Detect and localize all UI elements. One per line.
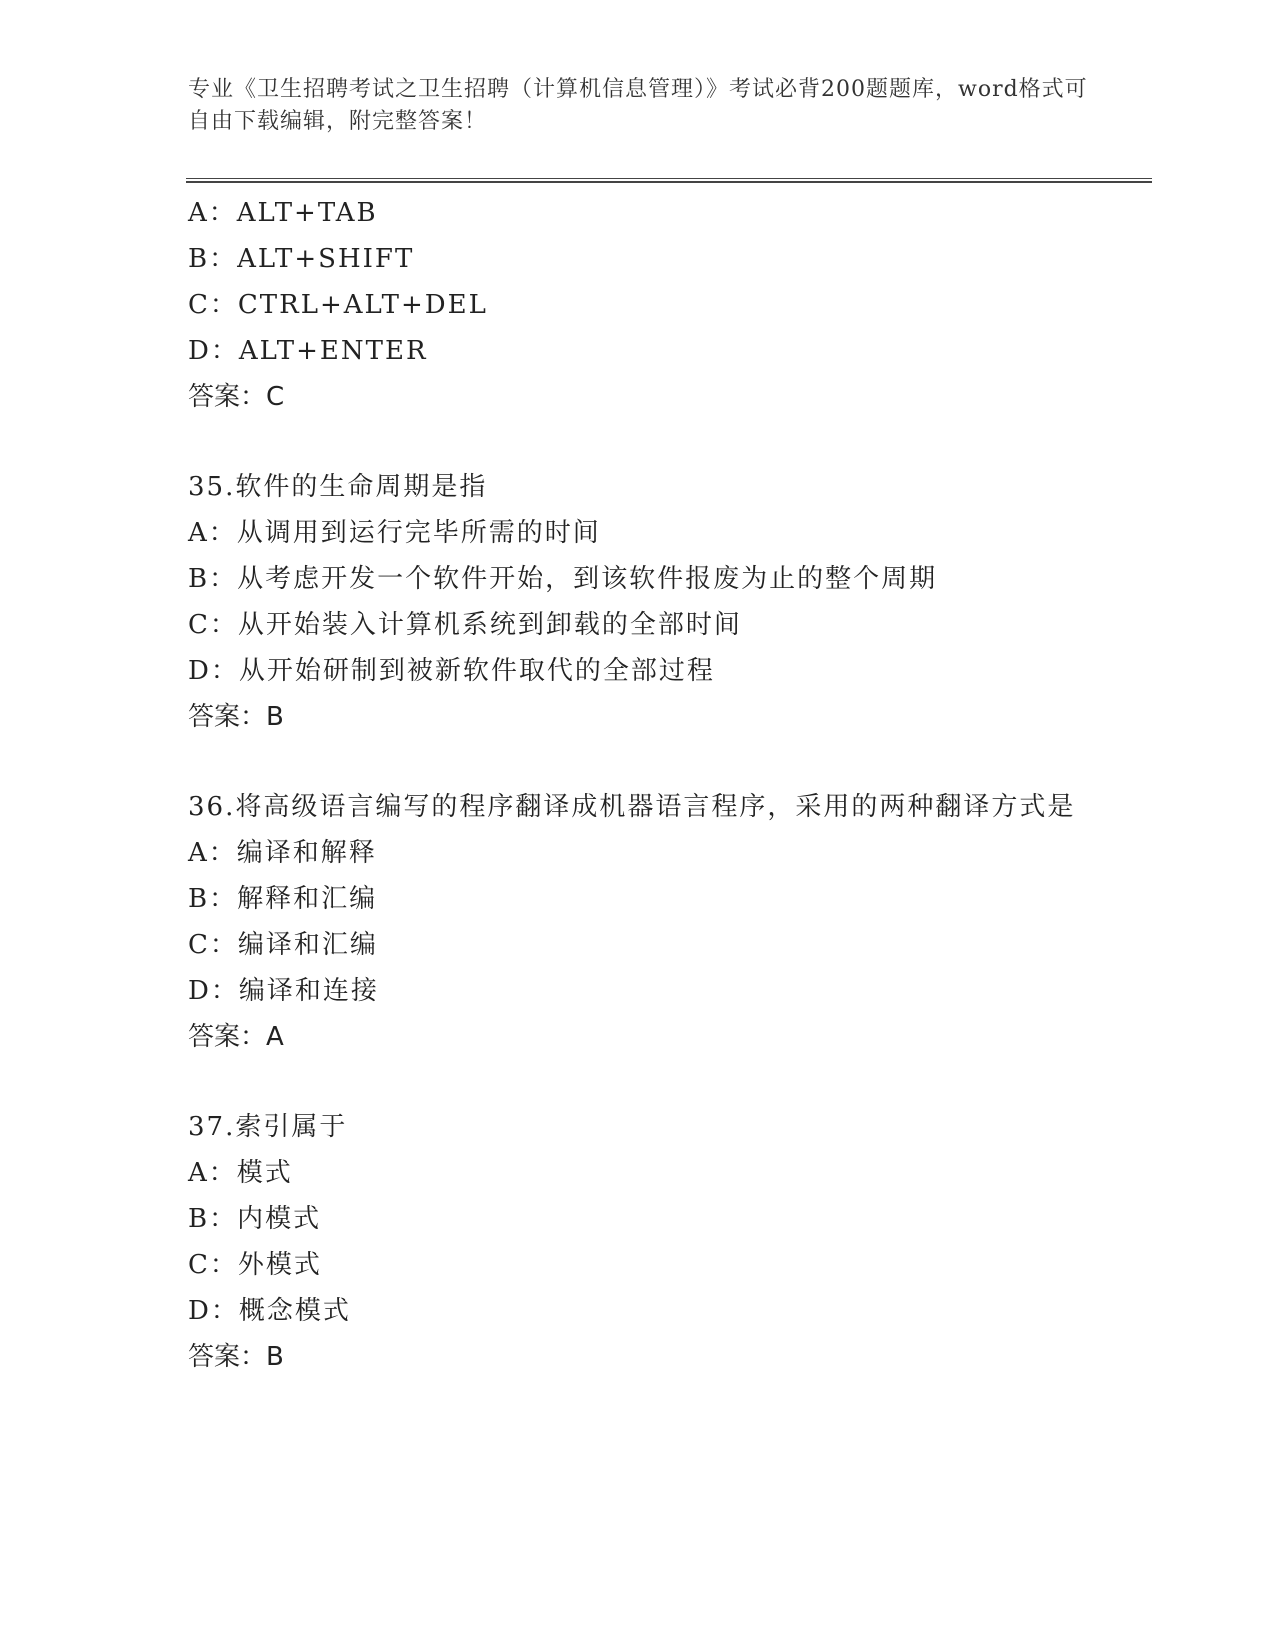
question-block-36 [188,784,1088,1060]
answer-line: 答案：B [188,702,284,732]
question-block-35 [188,464,1088,740]
option-a: A：编译和解释 [188,838,377,868]
document-header: 专业《卫生招聘考试之卫生招聘（计算机信息管理）》考试必背200题题库，word格式可自由下载编辑，附完整答案！ [188,77,1088,134]
option-d: D：从开始研制到被新软件取代的全部过程 [188,656,715,686]
option-b: B：内模式 [188,1204,322,1234]
question-block-34 [188,190,1088,420]
answer-line: 答案：B [188,1342,284,1372]
answer-line: 答案：A [188,1022,284,1052]
option-c: C：CTRL+ALT+DEL [188,290,488,320]
question-stem: 35.软件的生命周期是指 [188,472,488,502]
header-divider [186,178,1152,183]
option-b: B：ALT+SHIFT [188,244,415,274]
option-b: B：解释和汇编 [188,884,378,914]
option-c: C：编译和汇编 [188,930,378,960]
option-d: D：编译和连接 [188,976,379,1006]
question-stem: 36.将高级语言编写的程序翻译成机器语言程序，采用的两种翻译方式是 [188,792,1076,822]
question-block-37 [188,1104,1088,1380]
option-c: C：从开始装入计算机系统到卸载的全部时间 [188,610,742,640]
answer-line: 答案：C [188,382,285,412]
option-a: A：ALT+TAB [188,198,378,228]
option-d: D：概念模式 [188,1296,351,1326]
option-c: C：外模式 [188,1250,322,1280]
option-b: B：从考虑开发一个软件开始，到该软件报废为止的整个周期 [188,564,938,594]
option-a: A：从调用到运行完毕所需的时间 [188,518,601,548]
document-body [188,190,1088,1380]
question-stem: 37.索引属于 [188,1112,348,1142]
option-a: A：模式 [188,1158,293,1188]
option-d: D：ALT+ENTER [188,336,428,366]
